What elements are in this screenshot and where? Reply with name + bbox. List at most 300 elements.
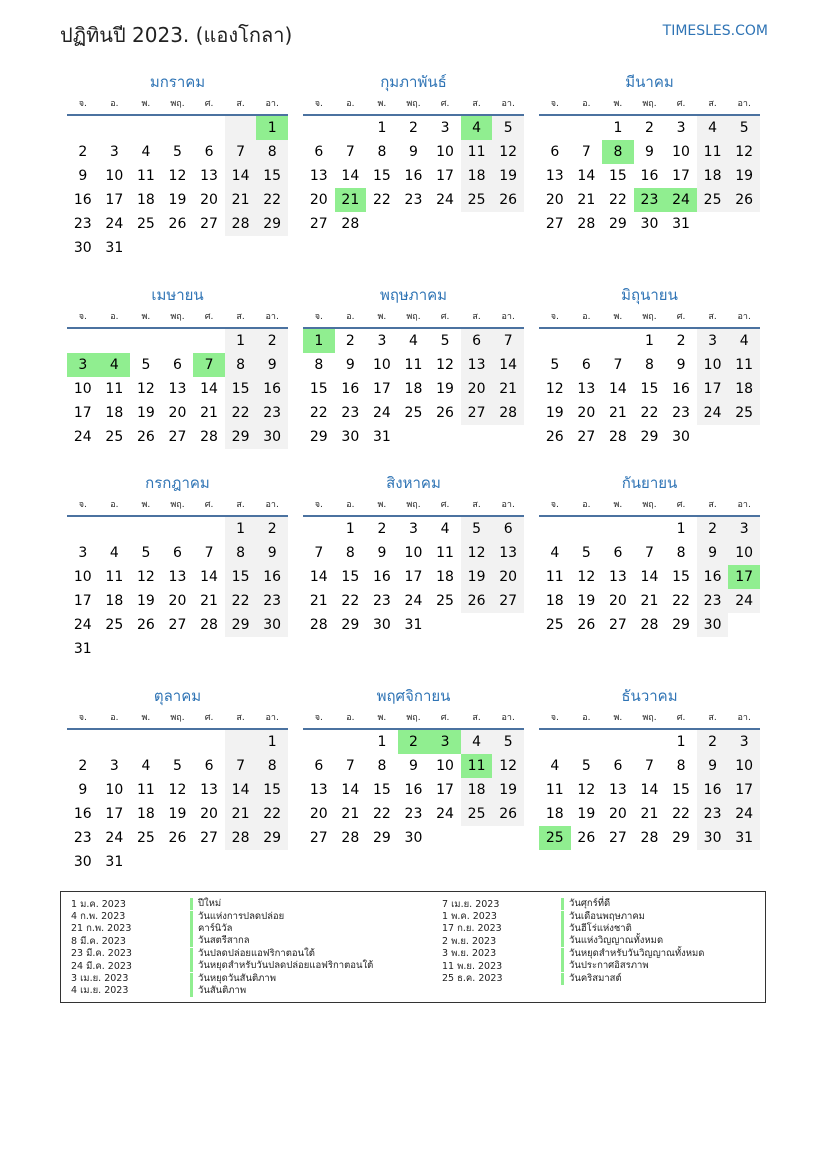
weekday-label: อ. [582,312,591,322]
day-cell: 23 [372,593,391,609]
empty-cell [492,212,524,236]
day-cell: 12 [728,140,760,164]
weekday-label: ส. [708,99,717,109]
day-cell: 17 [372,381,391,397]
day-cell: 3 [377,333,387,349]
weekday-label: พ. [613,312,623,322]
weekday-header [67,307,288,329]
holiday-name: วันหยุดสำหรับวันวิญญาณทั้งหมด [561,948,704,960]
day-cell: 29 [372,830,391,846]
day-cell: 30 [640,216,659,232]
day-cell: 14 [225,778,257,802]
day-cell: 2 [398,730,430,754]
day-cell: 30 [404,830,423,846]
weekday-label: อา. [265,312,279,322]
holiday-date: 25 ธ.ค. 2023 [442,973,503,985]
day-cell: 17 [728,565,760,589]
day-cell: 28 [492,401,524,425]
weekday-label: พฤ. [642,500,657,510]
day-cell: 12 [136,569,155,585]
weekday-header [67,708,288,730]
day-cell: 26 [461,589,493,613]
day-cell: 15 [225,565,257,589]
day-grid [539,730,760,850]
day-cell: 19 [136,593,155,609]
day-cell: 27 [577,429,596,445]
day-cell: 21 [335,188,367,212]
day-cell: 7 [225,754,257,778]
empty-cell [429,826,461,850]
day-cell: 20 [168,405,187,421]
holiday-name: คาร์นิวัล [190,923,232,935]
weekday-label: พ. [613,713,623,723]
empty-cell [193,517,225,541]
holiday-date: 4 เม.ย. 2023 [71,985,129,997]
day-cell: 6 [581,357,591,373]
weekday-label: อ. [110,713,119,723]
weekday-label: อา. [265,500,279,510]
day-cell: 24 [728,802,760,826]
weekday-label: อ. [346,312,355,322]
day-cell: 10 [672,144,690,160]
weekday-label: พฤ. [642,312,657,322]
day-cell: 14 [341,782,360,798]
empty-cell [398,212,430,236]
day-cell: 21 [640,806,659,822]
day-cell: 31 [372,429,391,445]
day-cell: 22 [341,593,360,609]
empty-cell [398,425,430,449]
day-cell: 8 [377,144,387,160]
weekday-label: พ. [613,99,623,109]
day-cell: 15 [372,168,391,184]
day-cell: 23 [672,405,690,421]
day-cell: 11 [105,569,124,585]
weekday-label: ส. [236,99,245,109]
day-cell: 5 [581,545,591,561]
day-cell: 6 [613,758,623,774]
day-cell: 18 [697,164,729,188]
day-cell: 18 [436,569,454,585]
day-cell: 17 [436,782,454,798]
weekday-label: ศ. [440,99,450,109]
weekday-header [539,307,760,329]
day-cell: 23 [697,589,729,613]
day-cell: 31 [728,826,760,850]
day-cell: 22 [225,401,257,425]
day-cell: 16 [697,565,729,589]
day-cell: 16 [256,377,288,401]
day-cell: 5 [492,116,524,140]
day-cell: 15 [372,782,391,798]
day-cell: 12 [136,381,155,397]
weekday-label: พ. [141,500,151,510]
month-calendar [539,70,760,236]
day-cell: 22 [225,589,257,613]
weekday-label: พฤ. [406,312,421,322]
empty-cell [571,517,603,541]
day-cell: 13 [200,782,218,798]
day-cell: 11 [105,381,124,397]
day-cell: 28 [225,212,257,236]
empty-cell [193,850,225,874]
day-cell: 11 [545,782,564,798]
empty-cell [193,236,225,260]
day-cell: 18 [728,377,760,401]
day-cell: 2 [377,521,387,537]
day-cell: 7 [345,758,355,774]
day-grid [67,329,288,449]
holiday-date: 1 ม.ค. 2023 [71,898,126,910]
day-cell: 13 [200,168,218,184]
day-cell: 17 [728,778,760,802]
day-cell: 30 [341,429,360,445]
weekday-header [539,495,760,517]
day-cell: 26 [136,617,155,633]
weekday-label: พ. [377,500,387,510]
day-cell: 4 [141,144,151,160]
weekday-label: อ. [346,713,355,723]
day-cell: 6 [461,329,493,353]
day-cell: 22 [309,405,328,421]
day-cell: 29 [608,216,627,232]
empty-cell [162,517,194,541]
day-grid [67,116,288,260]
day-cell: 25 [105,617,124,633]
day-cell: 30 [672,429,690,445]
day-cell: 19 [168,192,187,208]
day-cell: 24 [728,589,760,613]
day-cell: 31 [105,854,124,870]
weekday-label: พฤ. [642,99,657,109]
weekday-label: อ. [346,500,355,510]
day-cell: 10 [728,754,760,778]
weekday-label: พฤ. [170,312,185,322]
day-cell: 26 [168,216,187,232]
empty-cell [728,212,760,236]
weekday-label: ศ. [440,713,450,723]
day-cell: 30 [697,826,729,850]
day-cell: 23 [256,401,288,425]
empty-cell [130,329,162,353]
empty-cell [697,425,729,449]
holiday-date: 4 ก.พ. 2023 [71,911,126,923]
day-cell: 12 [577,782,596,798]
day-cell: 25 [539,826,571,850]
weekday-label: อ. [110,500,119,510]
day-grid [303,730,524,850]
day-cell: 4 [697,116,729,140]
day-cell: 24 [404,593,423,609]
day-cell: 17 [697,377,729,401]
day-cell: 13 [461,353,493,377]
legend-column-right [442,898,704,985]
weekday-label: อา. [737,312,751,322]
weekday-header [539,94,760,116]
holiday-date: 21 ก.พ. 2023 [71,923,132,935]
holiday-name: วันฮีโร่แห่งชาติ [561,923,632,935]
day-cell: 24 [372,405,391,421]
day-cell: 18 [404,381,423,397]
day-cell: 17 [105,192,124,208]
day-cell: 27 [200,216,218,232]
day-cell: 16 [404,168,423,184]
legend-row [442,972,704,984]
day-cell: 16 [697,778,729,802]
weekday-label: ส. [472,500,481,510]
day-cell: 25 [136,216,155,232]
day-cell: 4 [550,758,560,774]
day-cell: 14 [577,168,596,184]
day-cell: 20 [492,565,524,589]
day-cell: 18 [136,192,155,208]
day-cell: 9 [78,782,88,798]
day-cell: 28 [200,617,218,633]
day-cell: 6 [173,357,182,373]
day-cell: 28 [341,216,360,232]
day-cell: 4 [461,116,493,140]
day-grid [303,329,524,449]
month-name: มีนาคม [625,73,674,91]
day-cell: 20 [545,192,564,208]
day-cell: 22 [672,593,690,609]
day-cell: 8 [676,758,686,774]
weekday-label: ศ. [440,312,450,322]
weekday-label: อ. [582,99,591,109]
empty-cell [728,425,760,449]
day-cell: 26 [436,405,454,421]
month-name: พฤศจิกายน [376,687,451,705]
day-cell: 14 [200,381,218,397]
day-cell: 12 [168,782,187,798]
day-cell: 20 [608,806,627,822]
day-cell: 10 [73,569,92,585]
day-cell: 5 [440,333,450,349]
day-cell: 30 [256,425,288,449]
day-cell: 18 [461,164,493,188]
weekday-label: พฤ. [170,99,185,109]
month-calendar [303,471,524,637]
day-cell: 13 [545,168,564,184]
day-cell: 18 [136,806,155,822]
empty-cell [571,329,603,353]
day-cell: 24 [105,216,124,232]
empty-cell [225,116,257,140]
legend-column-left [71,898,373,997]
empty-cell [492,613,524,637]
weekday-label: ศ. [676,99,686,109]
day-cell: 19 [492,164,524,188]
day-cell: 15 [341,569,360,585]
weekday-label: อา. [737,713,751,723]
day-cell: 18 [545,593,564,609]
weekday-label: จ. [314,713,323,723]
day-cell: 19 [728,164,760,188]
day-cell: 30 [256,613,288,637]
weekday-header [303,307,524,329]
weekday-label: จ. [550,99,559,109]
month-calendar [67,684,288,874]
day-cell: 1 [225,329,257,353]
day-cell: 5 [550,357,560,373]
day-cell: 22 [640,405,659,421]
day-cell: 1 [345,521,355,537]
weekday-label: ส. [708,500,717,510]
day-cell: 8 [314,357,324,373]
day-cell: 11 [697,140,729,164]
day-cell: 1 [303,329,335,353]
empty-cell [162,236,194,260]
day-cell: 7 [645,758,654,774]
day-cell: 9 [377,545,387,561]
holiday-name: วันแห่งการปลดปล่อย [190,911,284,923]
weekday-label: อ. [582,713,591,723]
day-cell: 5 [581,758,591,774]
day-cell: 3 [409,521,418,537]
day-cell: 10 [105,168,124,184]
day-cell: 25 [697,188,729,212]
day-cell: 8 [377,758,387,774]
day-cell: 31 [404,617,423,633]
weekday-label: พฤ. [170,500,185,510]
empty-cell [429,212,461,236]
day-cell: 29 [672,617,690,633]
day-grid [539,517,760,637]
empty-cell [130,517,162,541]
day-cell: 11 [136,168,155,184]
day-cell: 12 [492,754,524,778]
holiday-date: 24 มี.ค. 2023 [71,960,132,972]
day-cell: 29 [225,425,257,449]
empty-cell [303,517,335,541]
month-calendar [303,283,524,449]
day-cell: 18 [105,593,124,609]
day-cell: 20 [168,593,187,609]
day-cell: 30 [73,854,92,870]
day-cell: 21 [309,593,328,609]
day-cell: 17 [73,593,92,609]
empty-cell [256,850,288,874]
day-cell: 20 [577,405,596,421]
weekday-header [67,94,288,116]
day-cell: 29 [225,613,257,637]
day-cell: 28 [309,617,328,633]
day-grid [303,116,524,236]
day-cell: 31 [73,641,92,657]
month-name: สิงหาคม [386,474,441,492]
day-cell: 14 [640,569,659,585]
day-cell: 10 [73,381,92,397]
day-cell: 14 [200,569,218,585]
day-cell: 1 [645,333,654,349]
day-cell: 24 [73,429,92,445]
day-cell: 17 [672,168,690,184]
day-cell: 25 [105,429,124,445]
day-cell: 11 [545,569,564,585]
empty-cell [539,329,571,353]
day-cell: 13 [168,569,187,585]
day-cell: 11 [728,353,760,377]
holiday-name: วันหยุดสำหรับวันปลดปล่อยแอฟริกาตอนใต้ [190,960,373,972]
empty-cell [461,425,493,449]
day-cell: 8 [345,545,355,561]
day-cell: 4 [99,353,131,377]
weekday-label: อา. [501,713,515,723]
day-cell: 4 [461,730,493,754]
weekday-label: ส. [708,713,717,723]
empty-cell [303,116,335,140]
day-cell: 12 [545,381,564,397]
empty-cell [335,116,367,140]
day-cell: 16 [404,782,423,798]
day-cell: 29 [256,212,288,236]
weekday-label: ศ. [676,713,686,723]
day-cell: 26 [728,188,760,212]
site-link[interactable]: TIMESLES.COM [662,23,768,39]
day-cell: 7 [581,144,591,160]
day-cell: 11 [461,140,493,164]
day-cell: 12 [461,541,493,565]
weekday-label: จ. [78,500,87,510]
day-cell: 10 [436,758,454,774]
legend-row [71,985,373,997]
day-cell: 19 [136,405,155,421]
day-cell: 23 [73,830,92,846]
empty-cell [697,212,729,236]
day-cell: 1 [377,120,387,136]
day-cell: 2 [256,517,288,541]
empty-cell [130,637,162,661]
day-cell: 11 [404,357,423,373]
day-cell: 14 [608,381,627,397]
empty-cell [429,425,461,449]
month-calendar [539,471,760,637]
empty-cell [130,730,162,754]
weekday-label: พ. [613,500,623,510]
day-cell: 6 [550,144,560,160]
day-cell: 20 [200,806,218,822]
day-cell: 27 [309,830,328,846]
day-cell: 19 [461,565,493,589]
day-cell: 12 [168,168,187,184]
month-name: เมษายน [151,286,204,304]
empty-cell [130,236,162,260]
weekday-label: ส. [236,713,245,723]
day-cell: 27 [200,830,218,846]
empty-cell [162,850,194,874]
weekday-label: พ. [141,99,151,109]
day-cell: 7 [225,140,257,164]
empty-cell [335,730,367,754]
month-name: กันยายน [621,474,678,492]
weekday-label: จ. [550,500,559,510]
empty-cell [303,730,335,754]
day-cell: 20 [608,593,627,609]
day-cell: 9 [409,758,418,774]
day-cell: 20 [461,377,493,401]
day-cell: 6 [314,144,324,160]
empty-cell [99,517,131,541]
day-cell: 24 [436,806,454,822]
holiday-name: วันศุกร์ที่ดี [561,898,610,910]
day-cell: 14 [492,353,524,377]
day-cell: 13 [492,541,524,565]
day-cell: 6 [204,144,214,160]
day-cell: 2 [78,144,88,160]
day-cell: 21 [492,377,524,401]
day-cell: 7 [645,545,654,561]
weekday-label: อ. [346,99,355,109]
